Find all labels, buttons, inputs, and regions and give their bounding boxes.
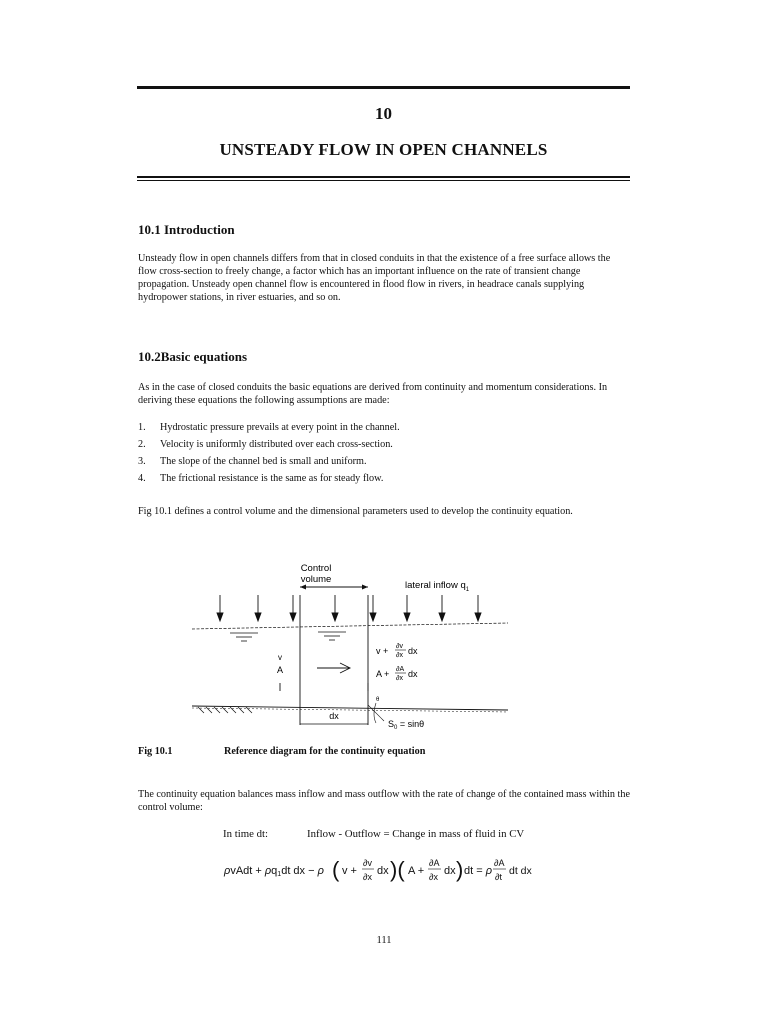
svg-text:(: ( — [332, 857, 340, 882]
list-item: 3. The slope of the channel bed is small and uniform. — [138, 456, 367, 467]
label-v-plus-term: v + — [376, 646, 389, 656]
svg-text:dx: dx — [377, 865, 389, 877]
chapter-number: 10 — [375, 104, 392, 123]
label-slope: $S_0 = \sin\theta$ — [388, 719, 425, 730]
continuity-paragraph: The continuity equation balances mass inflow and mass outflow with the rate of change of the contained mass within the control volume: — [138, 789, 630, 813]
chapter-title: UNSTEADY FLOW IN OPEN CHANNELS — [219, 140, 548, 159]
svg-text:dt = ρ: dt = ρ — [464, 865, 493, 877]
label-dx: dx — [329, 711, 339, 721]
frac-A-den: ∂x — [396, 675, 403, 682]
svg-text:∂v: ∂v — [363, 858, 372, 868]
assumption-list — [138, 419, 630, 487]
title-rule-thin — [137, 180, 630, 181]
list-item: 2. Velocity is uniformly distributed over each cross-section. — [138, 439, 393, 450]
section-heading-intro: 10.1 Introduction — [138, 222, 235, 237]
label-v: v — [278, 653, 282, 662]
figure-caption — [138, 746, 630, 757]
list-item: 1. Hydrostatic pressure prevails at every point in the channel. — [138, 422, 400, 433]
page-number: 111 — [376, 935, 392, 946]
label-theta-small: θ — [376, 697, 380, 703]
frac-v-den: ∂x — [396, 652, 403, 659]
svg-text:∂x: ∂x — [429, 872, 438, 882]
bed-hatching — [198, 707, 252, 713]
title-rule-thick — [137, 176, 630, 178]
label-lateral-inflow: lateral inflow $q_1$ — [405, 580, 470, 593]
top-rule — [137, 86, 630, 89]
equation-prefix: In time dt: — [223, 828, 268, 840]
label-dx-term-v: dx — [408, 646, 418, 656]
fig-intro-paragraph: Fig 10.1 defines a control volume and the dimensional parameters used to develop the continuity equation. — [138, 506, 573, 517]
label-volume: volume — [300, 574, 332, 585]
svg-text:): ) — [456, 857, 464, 882]
continuity-diagram — [190, 555, 510, 730]
caption-text: Reference diagram for the continuity equation — [224, 746, 426, 757]
svg-text:∂A: ∂A — [429, 858, 440, 868]
svg-text:v +: v + — [342, 865, 357, 877]
section-intro — [138, 222, 630, 304]
svg-text:∂x: ∂x — [363, 872, 372, 882]
svg-text:)(: )( — [390, 857, 405, 882]
frac-v-num: ∂v — [396, 643, 403, 650]
section-basic-equations — [138, 349, 630, 407]
frac-A-num: ∂A — [396, 666, 405, 673]
list-item: 4. The frictional resistance is the same as for steady flow. — [138, 473, 384, 484]
basic-paragraph: As in the case of closed conduits the basic equations are derived from continuity and momentum considerations. In deriving these equations the following assumptions are made: — [138, 382, 608, 406]
svg-text:∂A: ∂A — [494, 858, 505, 868]
label-control: Control — [300, 563, 332, 574]
svg-text:∂t: ∂t — [495, 872, 502, 882]
svg-text:dt dx: dt dx — [509, 865, 532, 877]
label-A: A — [276, 665, 284, 675]
equation-text: Inflow - Outflow = Change in mass of fluid in CV — [307, 828, 525, 840]
intro-paragraph: Unsteady flow in open channels differs from that in closed conduits in that the existence of a free surface allows the flow cross-section to freely change, a factor which has an important influence on the rate of transient change propagation. Unsteady open channel flow is encountered in flood flow in rivers, in headrace canals supplying hydropower stations, in river estuaries, and so on. — [138, 253, 611, 303]
svg-text:A +: A + — [408, 865, 425, 877]
svg-text:dx: dx — [444, 865, 456, 877]
svg-text:ρvAdt + ρq1dt dx − ρ: ρvAdt + ρq1dt dx − ρ — [224, 865, 324, 878]
label-dx-term-A: dx — [408, 669, 418, 679]
label-A-plus-term: A + — [376, 669, 390, 679]
continuity-equation — [222, 850, 532, 892]
equation-statement — [223, 828, 524, 840]
inflow-arrows — [217, 595, 481, 621]
caption-label: Fig 10.1 — [138, 746, 173, 757]
section-heading-basic: 10.2Basic equations — [138, 349, 248, 364]
